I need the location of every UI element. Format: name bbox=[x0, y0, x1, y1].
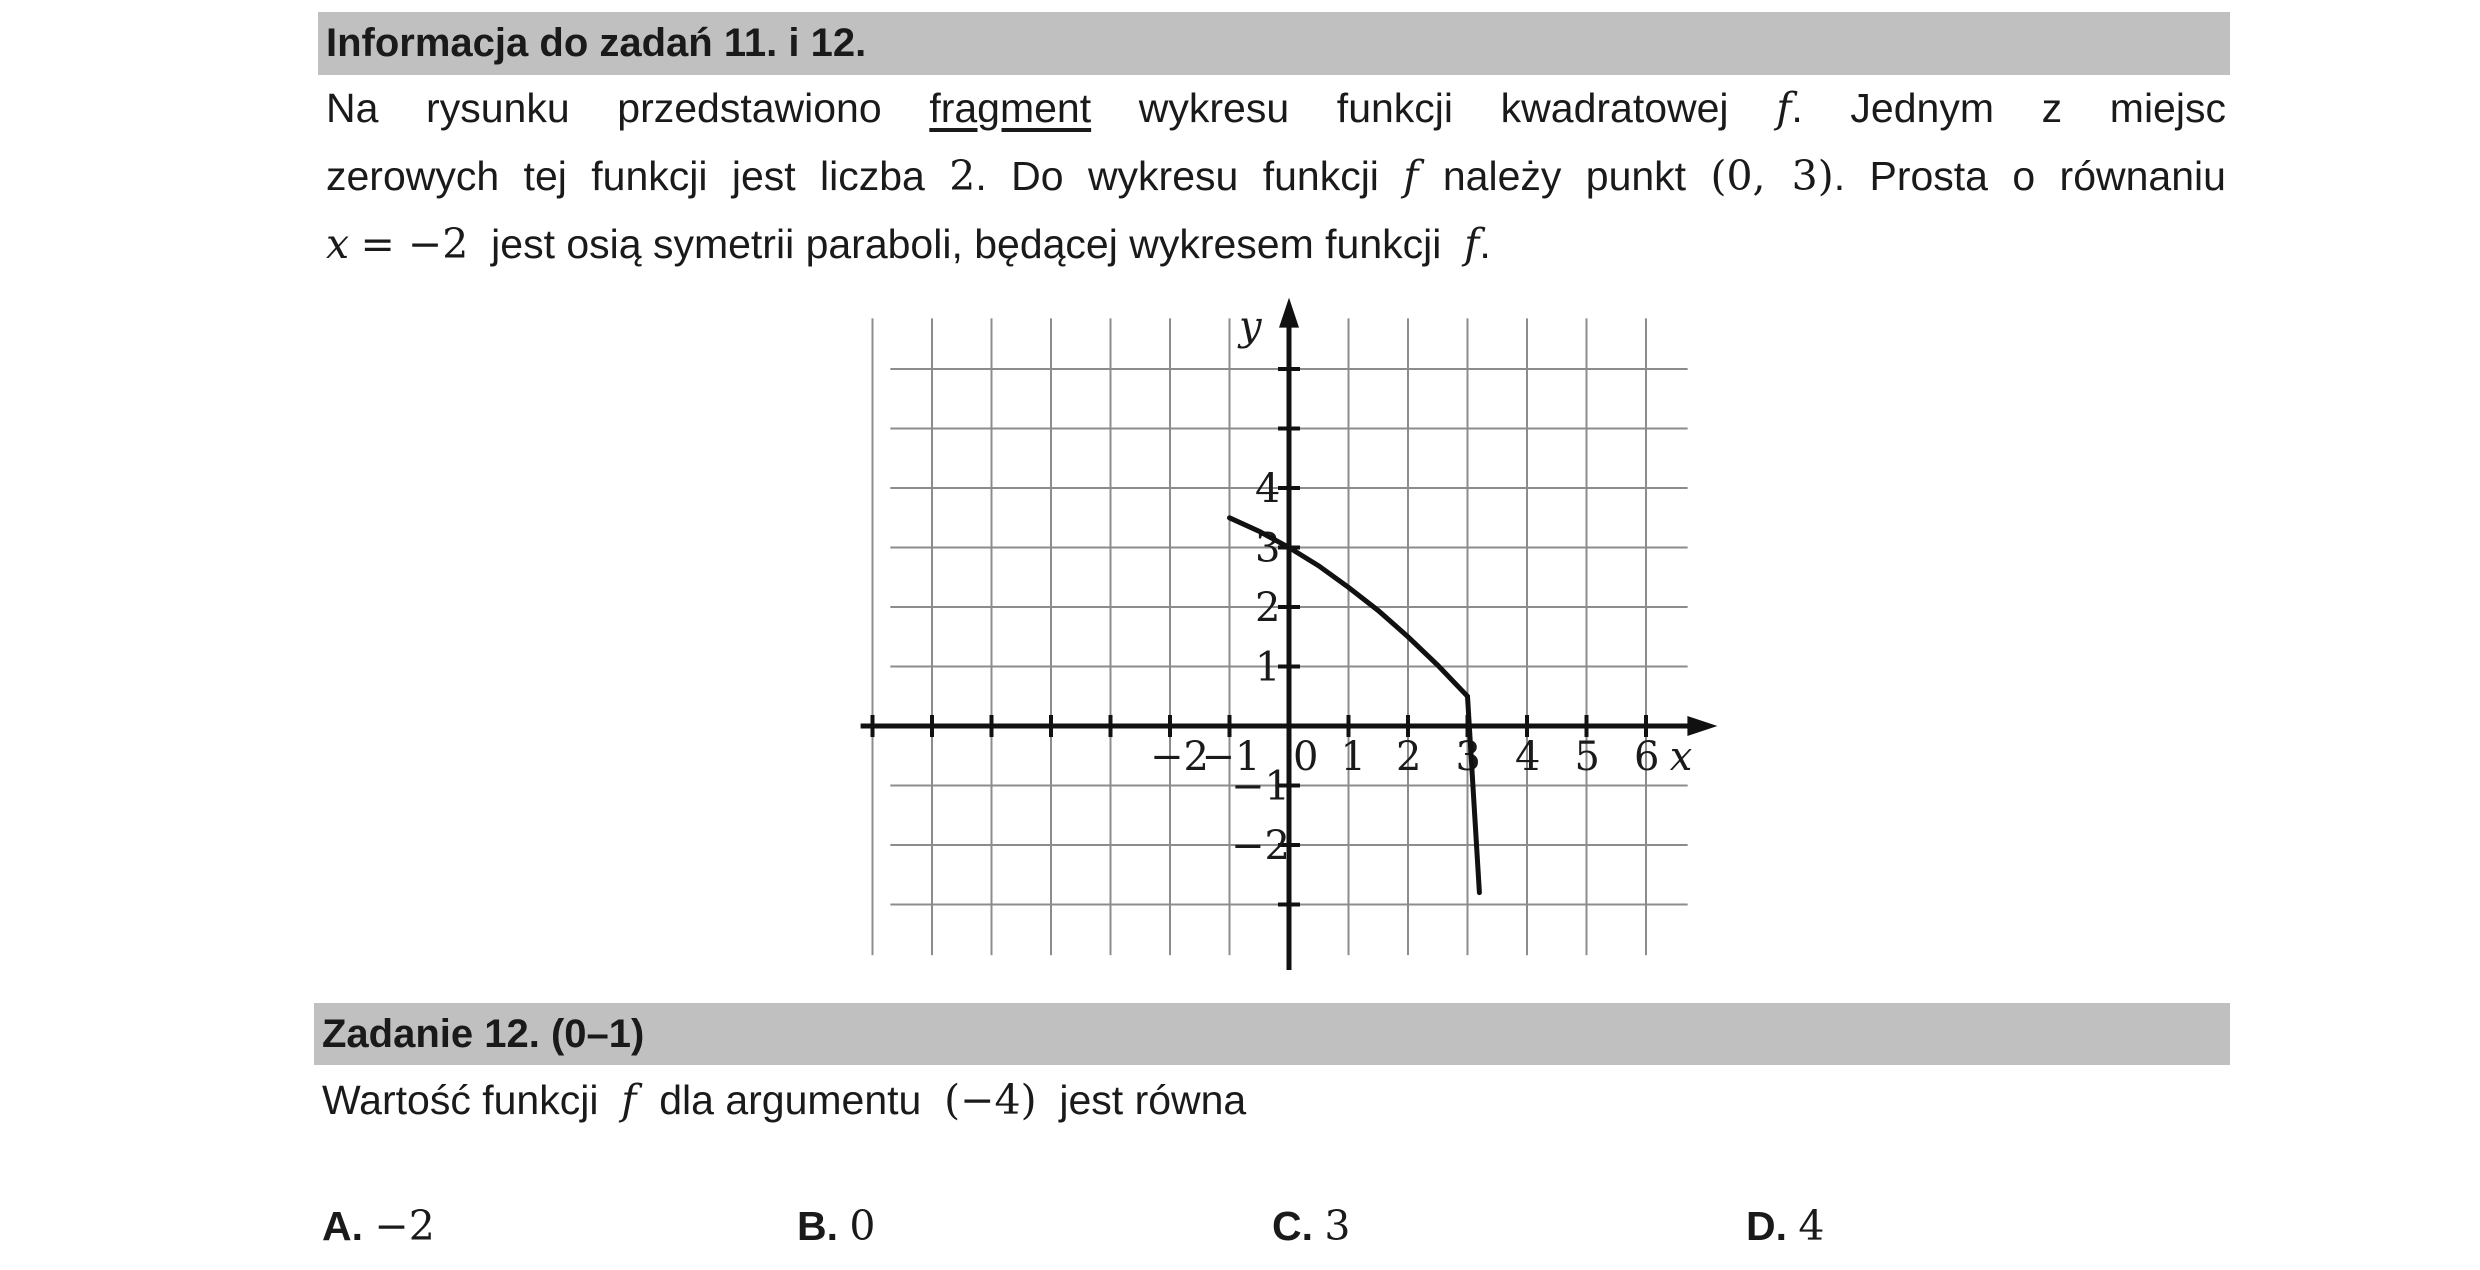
argument-value: (−4) bbox=[944, 1076, 1037, 1124]
y-tick-label: −1 bbox=[1231, 763, 1290, 810]
answer-letter: D. bbox=[1746, 1203, 1787, 1249]
text-fragment: dla argumentu bbox=[659, 1077, 922, 1123]
text-fragment: jest równa bbox=[1059, 1077, 1247, 1123]
answer-value: −2 bbox=[374, 1202, 435, 1250]
text-fragment: . bbox=[1479, 221, 1491, 267]
x-tick-label: −1 bbox=[1201, 734, 1261, 780]
answer-letter: A. bbox=[322, 1203, 363, 1249]
answer-option-c[interactable] bbox=[1272, 1196, 1351, 1256]
underlined-word: fragment bbox=[929, 85, 1092, 131]
info-text-line-3 bbox=[326, 210, 2226, 278]
answer-option-b[interactable] bbox=[797, 1196, 876, 1256]
text-fragment: wykresu funkcji kwadratowej bbox=[1138, 85, 1729, 131]
answer-option-d[interactable] bbox=[1746, 1196, 1825, 1256]
x-axis-arrow bbox=[1687, 716, 1717, 736]
text-fragment: . Prosta o równaniu bbox=[1833, 153, 2226, 199]
question-text bbox=[322, 1066, 1246, 1134]
text-fragment: jest osią symetrii paraboli, będącej wykresem funkcji bbox=[491, 221, 1442, 267]
equation-variable: x bbox=[326, 220, 350, 268]
info-header: Informacja do zadań 11. i 12. bbox=[318, 12, 2230, 75]
tick-labels bbox=[1150, 303, 1692, 869]
point-coordinates: (0, 3) bbox=[1710, 152, 1834, 200]
y-axis-arrow bbox=[1279, 298, 1299, 328]
x-tick-label: 3 bbox=[1455, 734, 1481, 780]
zero-value: 2 bbox=[949, 152, 976, 200]
info-text-line-1 bbox=[326, 74, 2226, 142]
y-tick-label: 4 bbox=[1255, 466, 1281, 512]
x-tick-label: 5 bbox=[1574, 734, 1600, 780]
x-tick-label: 6 bbox=[1634, 734, 1660, 780]
y-tick-label: 2 bbox=[1255, 585, 1281, 631]
answer-option-a[interactable] bbox=[322, 1196, 435, 1256]
function-symbol: f bbox=[1464, 220, 1480, 268]
y-tick-label: 1 bbox=[1255, 644, 1281, 691]
text-fragment: . Do wykresu funkcji bbox=[975, 153, 1379, 199]
text-fragment: Na rysunku przedstawiono bbox=[326, 85, 882, 131]
y-tick-label: −2 bbox=[1231, 823, 1290, 869]
function-symbol: f bbox=[1403, 152, 1419, 200]
answer-value: 4 bbox=[1798, 1202, 1825, 1250]
y-axis-label: y bbox=[1239, 303, 1262, 350]
equation-value: = −2 bbox=[360, 220, 469, 268]
x-tick-label: 1 bbox=[1340, 734, 1366, 780]
x-tick-label: 2 bbox=[1396, 734, 1422, 780]
x-tick-label: 4 bbox=[1515, 734, 1541, 780]
info-text-line-2 bbox=[326, 142, 2226, 210]
function-symbol: f bbox=[621, 1076, 637, 1124]
text-fragment: Wartość funkcji bbox=[322, 1077, 599, 1123]
text-fragment: należy punkt bbox=[1442, 153, 1687, 199]
y-tick-label: 3 bbox=[1255, 525, 1281, 572]
axes bbox=[861, 298, 1718, 970]
x-axis-label: x bbox=[1669, 734, 1693, 780]
answer-letter: C. bbox=[1272, 1203, 1313, 1249]
task-header: Zadanie 12. (0–1) bbox=[314, 1003, 2230, 1065]
text-fragment: . Jednym z miejsc bbox=[1791, 85, 2226, 131]
text-fragment: zerowych tej funkcji jest liczba bbox=[326, 153, 925, 199]
answer-value: 0 bbox=[849, 1202, 876, 1250]
answer-letter: B. bbox=[797, 1203, 838, 1249]
answer-value: 3 bbox=[1324, 1202, 1351, 1250]
x-tick-label: −2 bbox=[1150, 734, 1209, 780]
function-graph bbox=[790, 285, 1770, 1005]
function-symbol: f bbox=[1776, 84, 1792, 132]
x-tick-label: 0 bbox=[1293, 734, 1319, 780]
